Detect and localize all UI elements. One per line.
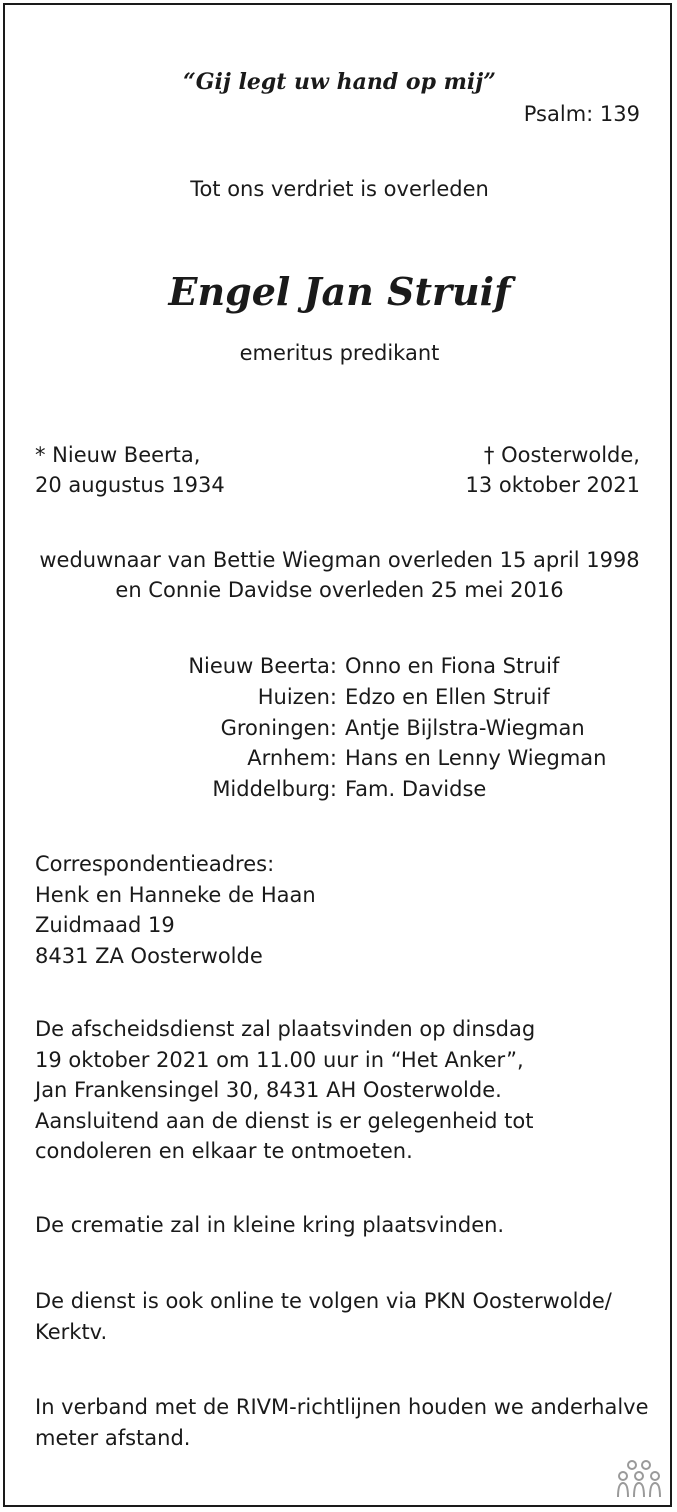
family-place: Middelburg: [212, 777, 337, 802]
birth-date: 20 augustus 1934 [35, 473, 225, 497]
widower-line: en Connie Davidse overleden 25 mei 2016 [115, 578, 564, 602]
address-line: Henk en Hanneke de Haan [35, 882, 316, 907]
widower-line: weduwnaar van Bettie Wiegman overleden 15 april 1998 [39, 548, 640, 572]
family-row [5, 651, 674, 682]
intro-text: Tot ons verdriet is overleden [190, 177, 489, 201]
service-line: 19 oktober 2021 om 11.00 uur in “Het Anker”, [35, 1047, 524, 1072]
family-list [5, 651, 674, 805]
correspondence-address [35, 849, 316, 971]
service-info [35, 1014, 535, 1167]
service-line: Jan Frankensingel 30, 8431 AH Oosterwolde. [35, 1078, 502, 1103]
address-line: Correspondentieadres: [35, 852, 275, 876]
deceased-role: emeritus predikant [239, 341, 440, 365]
obituary-card [3, 3, 672, 1507]
death-date: 13 oktober 2021 [465, 473, 640, 497]
online-line: De dienst is ook online te volgen via PKN Oosterwolde/ [35, 1289, 612, 1313]
death-place: † Oosterwolde, [483, 443, 640, 467]
family-place: Groningen: [220, 715, 337, 740]
family-row [5, 682, 674, 713]
family-place: Huizen: [257, 684, 337, 709]
family-place: Arnhem: [247, 746, 337, 771]
service-line: Aansluitend aan de dienst is er gelegenheid tot [35, 1108, 534, 1133]
quote: “Gij legt uw hand op mij” [183, 69, 496, 95]
people-group-icon [616, 1459, 662, 1499]
online-line: Kerktv. [35, 1319, 108, 1344]
cremation-line: De crematie zal in kleine kring plaatsvinden. [35, 1213, 505, 1237]
family-names: Edzo en Ellen Struif [345, 684, 550, 709]
family-row [5, 713, 674, 744]
family-place: Nieuw Beerta: [188, 654, 337, 678]
family-names: Antje Bijlstra-Wiegman [345, 715, 585, 740]
family-row [5, 743, 674, 774]
service-line: De afscheidsdienst zal plaatsvinden op dinsdag [35, 1017, 536, 1041]
deceased-name: Engel Jan Struif [168, 269, 511, 314]
family-names: Fam. Davidse [345, 777, 487, 802]
rivm-line: In verband met de RIVM-richtlijnen houden we anderhalve [35, 1395, 649, 1419]
birth-place: * Nieuw Beerta, [35, 443, 201, 467]
rivm-info [35, 1392, 649, 1453]
rivm-line: meter afstand. [35, 1425, 191, 1450]
address-line: 8431 ZA Oosterwolde [35, 943, 263, 968]
address-line: Zuidmaad 19 [35, 913, 175, 938]
family-row [5, 774, 674, 805]
family-names: Hans en Lenny Wiegman [345, 746, 607, 771]
family-names: Onno en Fiona Struif [345, 654, 560, 678]
service-line: condoleren en elkaar te ontmoeten. [35, 1139, 413, 1164]
psalm-reference: Psalm: 139 [523, 102, 640, 126]
cremation-info [35, 1210, 504, 1241]
online-info [35, 1286, 612, 1347]
